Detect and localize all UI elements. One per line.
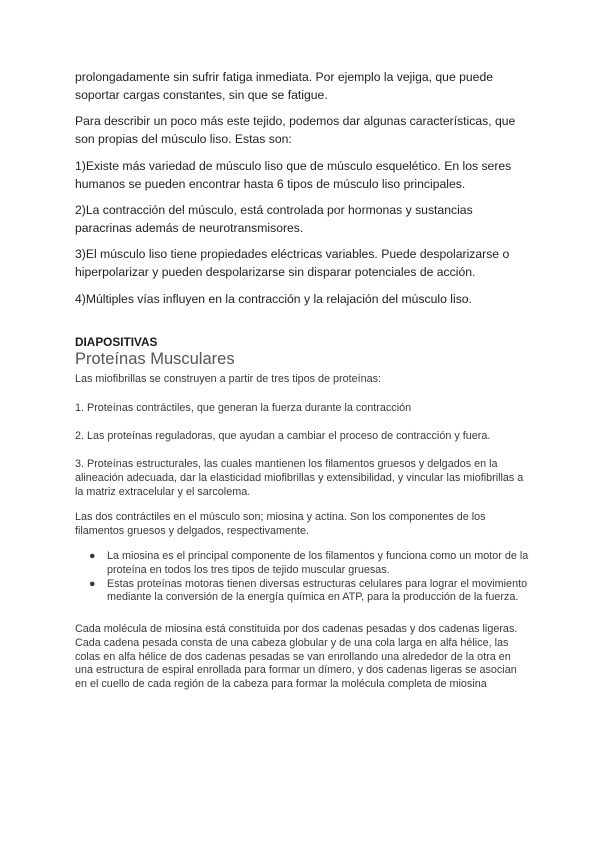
proteins-intro: Las miofibrillas se construyen a partir de tres tipos de proteínas: — [75, 373, 382, 385]
protein-point-3: 3. Proteínas estructurales, las cuales mantienen los filamentos gruesos y delgados en la alineación adecuada, dar la elasticidad miofibrillas y extensibilidad, y vincular las miofibrillas a la matriz extracelular y el sarcolema. — [75, 458, 524, 498]
bullet-icon: ● — [89, 577, 96, 590]
characteristic-item-3: 3)El músculo liso tiene propiedades eléctricas variables. Puede despolarizarse o hiperpolarizar y pueden despolarizarse sin disparar potenciales de acción. — [75, 247, 510, 279]
characteristic-item-1: 1)Existe más variedad de músculo liso que de músculo esquelético. En los seres humanos se pueden encontrar hasta 6 tipos de músculo liso principales. — [75, 159, 512, 191]
characteristic-item-2: 2)La contracción del músculo, está controlada por hormonas y sustancias paracrinas además de neurotransmisores. — [75, 203, 473, 235]
paragraph-fatigue: prolongadamente sin sufrir fatiga inmediata. Por ejemplo la vejiga, que puede soportar cargas constantes, sin que se fatigue. — [75, 70, 494, 102]
bullet-item-motor-proteins — [75, 578, 530, 606]
bullet-text: Estas proteínas motoras tienen diversas estructuras celulares para lograr el movimiento mediante la conversión de la energía química en ATP, para la producción de la fuerza. — [107, 577, 528, 604]
protein-point-1: 1. Proteínas contráctiles, que generan la fuerza durante la contracción — [75, 402, 412, 414]
contractile-proteins-paragraph: Las dos contráctiles en el músculo son; miosina y actina. Son los componentes de los filamentos gruesos y delgados, respectivamente. — [75, 511, 486, 537]
section-heading: DIAPOSITIVAS — [75, 335, 158, 349]
bullet-text: La miosina es el principal componente de los filamentos y funciona como un motor de la proteína en todos los tres tipos de tejido muscular gruesas. — [107, 550, 529, 576]
myosin-structure-paragraph: Cada molécula de miosina está constituida por dos cadenas pesadas y dos cadenas ligeras. Cada cadena pesada consta de una cabeza globular y de una cola larga en alfa hélice, las colas en alfa hélice de dos cadenas pesadas se van enrollando una alrededor de la otra en una estructura de espiral enrollada para formar un dímero, y dos cadenas ligeras se asocian en el cuello de cada región de la cabeza para formar la molécula completa de miosina — [75, 623, 518, 691]
bullet-icon: ● — [89, 550, 96, 562]
characteristic-item-4: 4)Múltiples vías influyen en la contracción y la relajación del músculo liso. — [75, 292, 472, 306]
bullet-list — [75, 550, 530, 605]
section-subtitle: Proteínas Musculares — [75, 350, 235, 368]
paragraph-characteristics-intro: Para describir un poco más este tejido, podemos dar algunas características, que son propias del músculo liso. Estas son: — [75, 114, 516, 146]
bullet-item-myosin — [75, 550, 530, 578]
protein-point-2: 2. Las proteínas reguladoras, que ayudan a cambiar el proceso de contracción y fuera. — [75, 430, 491, 442]
